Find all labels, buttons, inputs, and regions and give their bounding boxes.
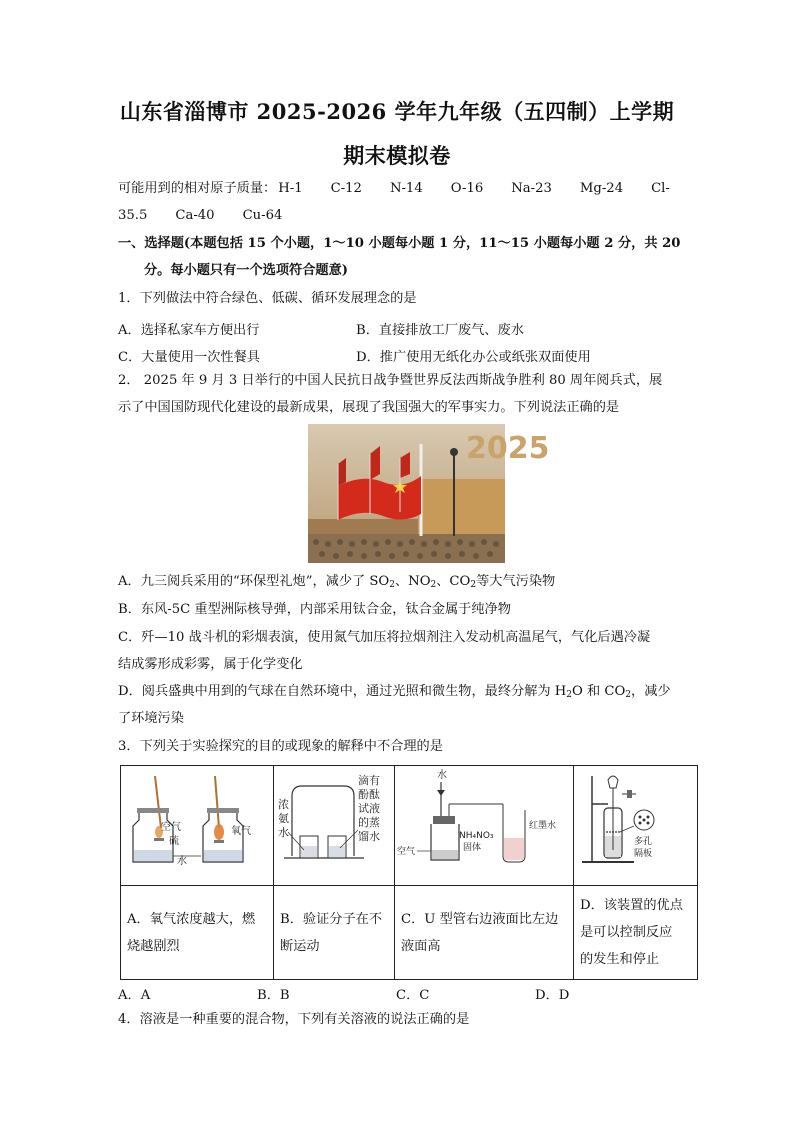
mass-item: Ca-40 <box>175 208 215 223</box>
svg-text:酚酞: 酚酞 <box>358 788 380 801</box>
q3-answer-d: D．D <box>535 988 570 1003</box>
q2-option-a: A．九三阅兵采用的“环保型礼炮”，减少了 $SO_2$、$NO_2$、$CO_2$等大气污染物 <box>118 574 556 590</box>
q2-option-c-cont: 结成雾形成彩雾，属于化学变化 <box>118 657 303 672</box>
page-subtitle: 期末模拟卷 <box>343 143 451 168</box>
combustion-jars-diagram <box>121 766 272 881</box>
atomic-mass-line <box>118 182 670 195</box>
mass-item: C-12 <box>330 181 362 196</box>
svg-text:氨: 氨 <box>278 812 289 825</box>
q3-table <box>120 765 698 980</box>
q3-caption-b: B．验证分子在不 断运动 <box>274 886 395 980</box>
section-heading: 一、选择题(本题包括 15 个小题，1～10 小题每小题 1 分，11～15 小题每小题 2 分，共 20 <box>118 236 681 251</box>
q3-stem: 3．下列关于实验探究的目的或现象的解释中不合理的是 <box>118 739 443 754</box>
mass-item: O-16 <box>450 181 484 196</box>
q3-caption-d: D．该装置的优点 是可以控制反应 的发生和停止 <box>574 886 698 980</box>
q1-option-d: D．推广使用无纸化办公或纸张双面使用 <box>356 350 591 365</box>
page-title: 山东省淄博市 2025-2026 学年九年级（五四制）上学期 <box>119 99 675 124</box>
q1-option-c: C．大量使用一次性餐具 <box>118 350 260 365</box>
q3-image-a <box>121 766 274 886</box>
parade-photo <box>308 424 550 563</box>
svg-text:NH₄NO₃: NH₄NO₃ <box>459 831 494 841</box>
q3-answer-c: C．C <box>396 988 430 1003</box>
q3-caption-c: C．U 型管右边液面比左边 液面高 <box>395 886 574 980</box>
q3-caption-a: A．氧气浓度越大，燃 烧越剧烈 <box>121 886 274 980</box>
mass-item: Cl- <box>651 181 670 196</box>
svg-text:多孔: 多孔 <box>634 837 653 847</box>
q2-stem-cont: 示了中国国防现代化建设的最新成果，展现了我国强大的军事实力。下列说法正确的是 <box>118 400 620 415</box>
svg-text:水: 水 <box>437 770 447 781</box>
svg-text:的蒸: 的蒸 <box>358 816 380 829</box>
q3-answer-a: A．A <box>118 988 151 1003</box>
svg-text:硫: 硫 <box>169 836 179 847</box>
mass-item: Na-23 <box>511 181 552 196</box>
q3-image-d <box>574 766 698 886</box>
kipp-apparatus-diagram <box>574 766 696 881</box>
q1-stem: 1．下列做法中符合绿色、低碳、循环发展理念的是 <box>118 291 417 306</box>
svg-text:空气: 空气 <box>161 822 181 833</box>
atomic-mass-label: 可能用到的相对原子质量： <box>118 181 277 196</box>
q1-option-a: A．选择私家车方便出行 <box>118 323 260 338</box>
mass-item: Cu-64 <box>242 208 283 223</box>
q4-stem: 4．溶液是一种重要的混合物，下列有关溶液的说法正确的是 <box>118 1012 470 1027</box>
q2-option-d-cont: 了环境污染 <box>118 711 184 726</box>
photo-year-text: 2025 <box>466 431 550 466</box>
svg-text:空气: 空气 <box>397 847 416 857</box>
svg-text:水: 水 <box>177 856 187 867</box>
q1-option-b: B．直接排放工厂废气、废水 <box>356 323 524 338</box>
q3-answer-b: B．B <box>257 988 290 1003</box>
svg-text:氧气: 氧气 <box>231 826 251 837</box>
q3-image-c <box>395 766 574 886</box>
q2-option-c: C．歼—10 战斗机的彩烟表演，使用氮气加压将拉烟剂注入发动机高温尾气，气化后遇冷凝 <box>118 630 651 645</box>
atomic-mass-line-2 <box>118 209 310 222</box>
svg-text:浓: 浓 <box>278 798 289 811</box>
q2-option-d: D．阅兵盛典中用到的气球在自然环境中，通过光照和微生物，最终分解为 $H_2O$ 和 $CO_2$，减少 <box>118 684 671 700</box>
q3-image-b <box>274 766 395 886</box>
svg-text:红墨水: 红墨水 <box>529 821 557 831</box>
mass-item: 35.5 <box>118 208 148 223</box>
parade-photo-graphic <box>308 424 550 563</box>
svg-text:水: 水 <box>278 826 289 839</box>
section-heading-cont: 分。每小题只有一个选项符合题意) <box>144 263 349 278</box>
svg-text:滴有: 滴有 <box>358 774 380 787</box>
q2-stem: 2． 2025 年 9 月 3 日举行的中国人民抗日战争暨世界反法西斯战争胜利 80 周年阅兵式，展 <box>118 373 663 388</box>
q2-option-b: B．东风-5C 重型洲际核导弹，内部采用钛合金，钛合金属于纯净物 <box>118 602 511 617</box>
svg-text:隔板: 隔板 <box>634 849 653 859</box>
svg-text:固体: 固体 <box>463 843 482 853</box>
mass-item: H-1 <box>278 181 303 196</box>
u-tube-diagram <box>395 766 572 881</box>
ammonia-diffusion-diagram <box>274 766 393 881</box>
mass-item: Mg-24 <box>579 181 624 196</box>
svg-text:馏水: 馏水 <box>358 830 380 843</box>
mass-item: N-14 <box>389 181 423 196</box>
svg-text:试液: 试液 <box>358 802 380 815</box>
